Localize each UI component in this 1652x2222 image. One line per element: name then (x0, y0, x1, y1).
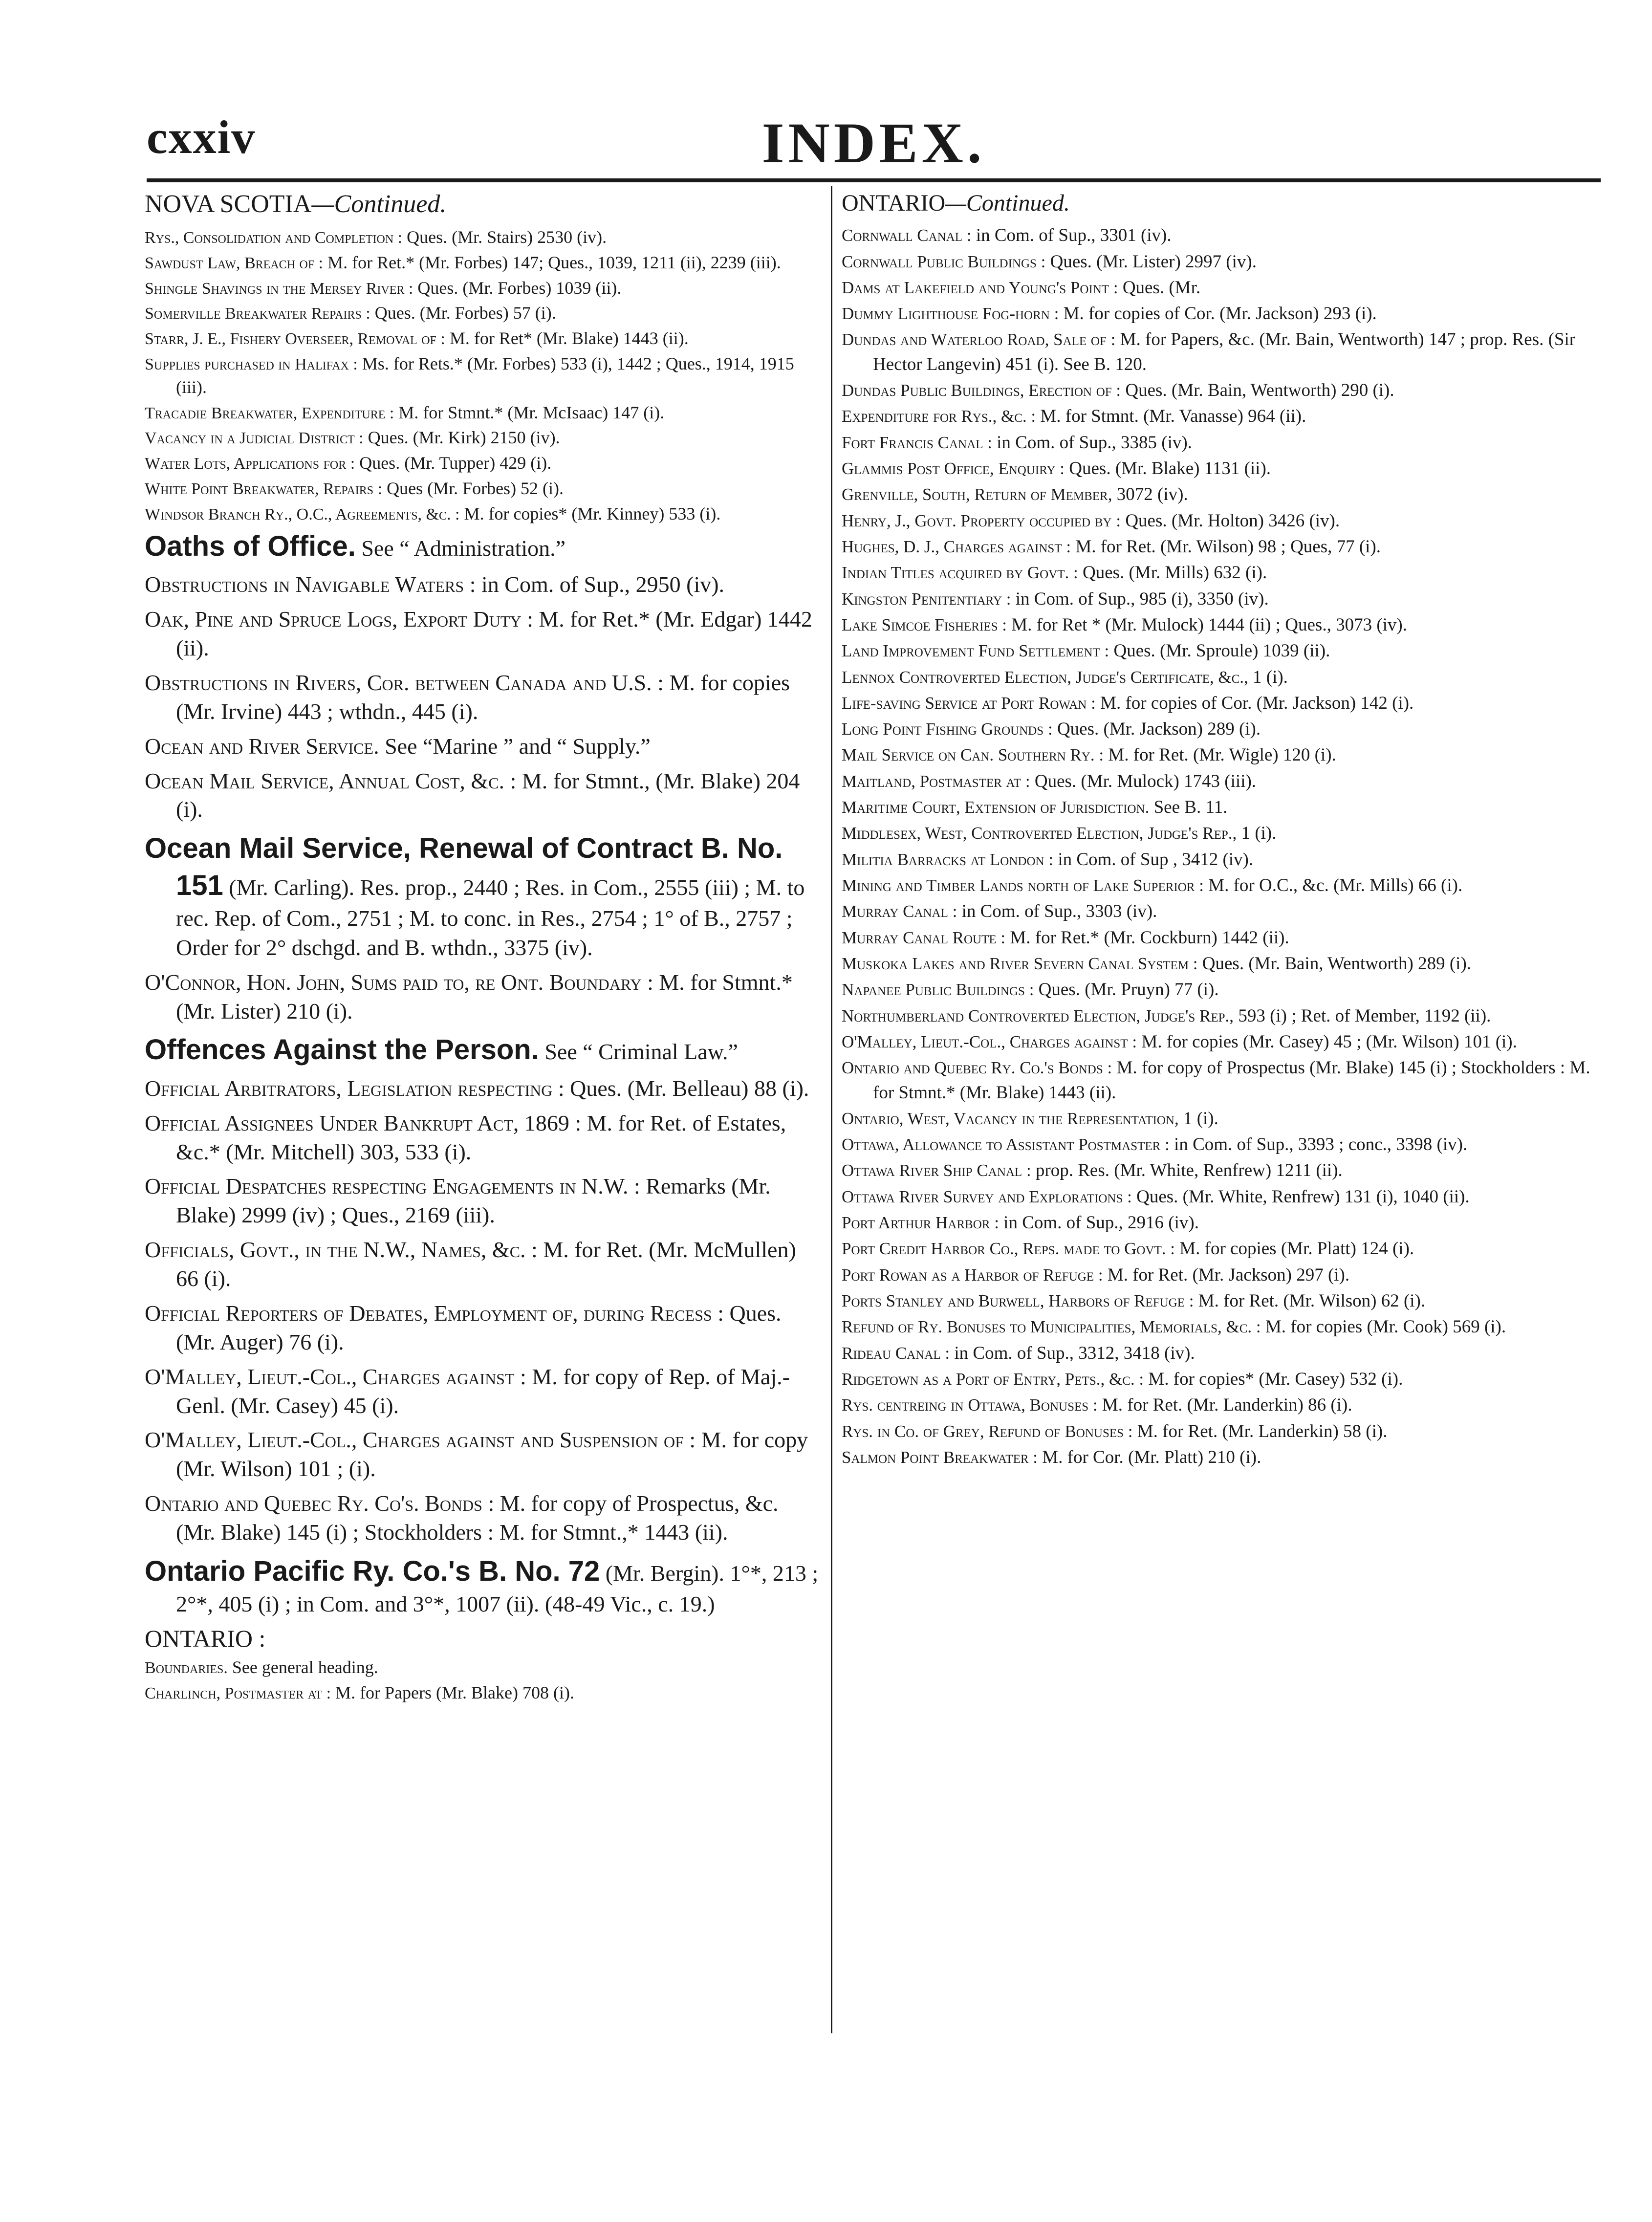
entry-reference: M. for Ret.* (Mr. Forbes) 147; Ques., 1039, 1211 (ii), 2239 (iii). (323, 252, 781, 272)
index-entry (842, 952, 1601, 976)
index-entry (842, 1263, 1601, 1287)
index-entry (145, 352, 819, 399)
entry-reference: Ques. (Mr. Pruyn) 77 (i). (1034, 980, 1219, 1000)
main-entries (145, 528, 819, 1619)
entry-reference: Ques. (Mr. Blake) 1131 (ii). (1065, 458, 1271, 479)
index-entry (842, 1393, 1601, 1417)
index-entry (145, 226, 819, 249)
entry-reference: in Com. of Sup., 2950 (iv). (476, 572, 725, 597)
entry-term: Shingle Shavings in the Mersey River : (145, 279, 413, 298)
entry-term: Maritime Court, Extension of Jurisdiction. (842, 798, 1150, 817)
entry-reference: Ques. (Mr. Bain, Wentworth) 290 (i). (1121, 380, 1394, 401)
entry-term: Henry, J., Govt. Property occupied by : (842, 511, 1121, 530)
index-entry (842, 1158, 1601, 1183)
entry-reference: M. for copies (Mr. Cook) 569 (i). (1261, 1317, 1506, 1337)
entry-term: Ridgetown as a Port of Entry, Pets., &c. : (842, 1369, 1144, 1389)
index-entry (145, 570, 819, 599)
index-entry (842, 378, 1601, 403)
index-entry (145, 1363, 819, 1420)
entry-reference: prop. Res. (Mr. White, Renfrew) 1211 (ii). (1031, 1160, 1343, 1181)
index-entry (842, 717, 1601, 741)
index-entry (145, 1172, 819, 1230)
index-entry (842, 1237, 1601, 1261)
entry-term: Ocean and River Service. (145, 733, 379, 759)
entry-reference: M. for copies (Mr. Platt) 124 (i). (1175, 1239, 1414, 1259)
index-entry (145, 1236, 819, 1293)
entry-term: Salmon Point Breakwater : (842, 1447, 1038, 1467)
page-number: cxxiv (147, 111, 256, 163)
entry-reference: Ques. (Mr. Bain, Wentworth) 289 (i). (1197, 953, 1472, 974)
index-entry (145, 1681, 819, 1705)
section-heading-nova-scotia: NOVA SCOTIA—Continued. (145, 190, 447, 218)
entry-reference: Remarks (Mr. Blake) 2999 (iv) ; Ques., 2169 (iii). (176, 1174, 771, 1228)
entry-term: Dundas Public Buildings, Erection of : (842, 381, 1121, 400)
entry-reference: M. for Ret.* (Mr. Cockburn) 1442 (ii). (1005, 927, 1289, 948)
entry-reference: in Com. of Sup., 3303 (iv). (957, 901, 1157, 922)
entry-reference: Ques. (Mr. Mulock) 1743 (iii). (1030, 771, 1257, 791)
index-entry (842, 457, 1601, 481)
entry-term: Refund of Ry. Bonuses to Municipalities, Memorials, &c. : (842, 1317, 1261, 1337)
index-entry (145, 1553, 819, 1619)
entry-term: Rys. in Co. of Grey, Refund of Bonuses : (842, 1421, 1133, 1441)
entry-reference: 1 (i). (1248, 667, 1288, 687)
entry-term: Lennox Controverted Election, Judge's Certificate, &c., (842, 667, 1248, 687)
entry-term: Lake Simcoe Fisheries : (842, 615, 1007, 634)
index-entry (842, 404, 1601, 429)
entry-term: Rideau Canal : (842, 1343, 950, 1363)
entry-term: Obstructions in Rivers, Cor. between Canada and U.S. : (145, 670, 664, 695)
index-entry (842, 431, 1601, 455)
entry-term: Mail Service on Can. Southern Ry. : (842, 745, 1104, 765)
entry-reference: M. for Ret. (Mr. Wilson) 62 (i). (1194, 1291, 1426, 1311)
page-header (147, 110, 1601, 178)
entry-term: O'Connor, Hon. John, Sums paid to, re Ont. Boundary : (145, 969, 653, 995)
entry-term: Ontario and Quebec Ry. Co's. Bonds : (145, 1491, 495, 1516)
entry-reference: 1 (i). (1178, 1108, 1218, 1129)
entry-term: Official Despatches respecting Engagements in N.W. : (145, 1174, 640, 1199)
entry-reference: Ques. (Mr. Auger) 76 (i). (176, 1300, 782, 1354)
index-entry (842, 327, 1601, 377)
index-entry (842, 1419, 1601, 1444)
index-entry (842, 926, 1601, 950)
entry-reference: M. for Stmnt. (Mr. Vanasse) 964 (ii). (1036, 406, 1306, 427)
entry-term: Grenville, South, Return of Member, (842, 485, 1112, 504)
index-entry (842, 223, 1601, 248)
entry-reference: M. for Ret. of Estates, &c.* (Mr. Mitchell) 303, 533 (i). (176, 1110, 786, 1164)
entry-reference: in Com. of Sup., 3312, 3418 (iv). (950, 1343, 1195, 1363)
entry-reference: 3072 (iv). (1112, 484, 1188, 505)
entry-reference: in Com. of Sup., 2916 (iv). (999, 1213, 1199, 1233)
entry-term: Sawdust Law, Breach of : (145, 254, 324, 272)
index-entry (145, 327, 819, 350)
entry-reference: See general heading. (227, 1657, 378, 1677)
entry-term: Rys., Consolidation and Completion : (145, 228, 403, 247)
entry-reference: M. for copy (Mr. Wilson) 101 ; (i). (176, 1427, 808, 1481)
index-entry (145, 302, 819, 325)
entry-term: Official Arbitrators, Legislation respecting : (145, 1075, 565, 1101)
entry-reference: M. for Ret. (Mr. Landerkin) 86 (i). (1097, 1395, 1352, 1416)
index-entry (842, 1341, 1601, 1366)
index-entry (145, 830, 819, 962)
entry-reference: (Mr. Bergin). 1°*, 213 ; 2°*, 405 (i) ; in Com. and 3°*, 1007 (ii). (48-49 Vic., c. 19.) (176, 1560, 819, 1617)
entry-term: Murray Canal : (842, 902, 957, 921)
index-entry (145, 732, 819, 761)
entry-term: Windsor Branch Ry., O.C., Agreements, &c. : (145, 505, 460, 524)
entry-reference: (Mr. Carling). Res. prop., 2440 ; Res. in Com., 2555 (iii) ; M. to rec. Rep. of Com., 2751 ; M. to conc. in Res., 2754 ; 1° of B., 2757 ; Order for 2° dschgd. and B. wthdn., 3375 (iv). (176, 874, 805, 960)
entry-term: Rys. centreing in Ottawa, Bonuses : (842, 1395, 1098, 1415)
index-entry (842, 1445, 1601, 1470)
index-entry (145, 401, 819, 425)
ontario-entries (145, 1656, 819, 1705)
entry-reference: M. for copy of Rep. of Maj.-Genl. (Mr. Casey) 45 (i). (176, 1364, 790, 1418)
section-heading-ontario: ONTARIO : (145, 1625, 266, 1653)
entry-reference: M. for copies of Cor. (Mr. Jackson) 142 (i). (1095, 693, 1414, 713)
entry-reference: M. for copies* (Mr. Casey) 532 (i). (1144, 1369, 1403, 1389)
index-entry (842, 561, 1601, 585)
index-entry (842, 848, 1601, 872)
ontario-continued-entries (842, 223, 1601, 1470)
entry-term: Tracadie Breakwater, Expenditure : (145, 404, 394, 422)
entry-reference: M. for copies (Mr. Casey) 45 ; (Mr. Wilson) 101 (i). (1137, 1031, 1517, 1052)
index-entry (842, 665, 1601, 690)
entry-term: Oaths of Office. (145, 530, 356, 562)
index-entry (842, 482, 1601, 507)
index-entry (145, 605, 819, 663)
index-entry (842, 1185, 1601, 1209)
entry-term: Land Improvement Fund Settlement : (842, 641, 1109, 661)
index-entry (842, 1030, 1601, 1054)
entry-term: Dummy Lighthouse Fog-horn : (842, 304, 1059, 324)
index-entry (145, 669, 819, 726)
index-entry (842, 769, 1601, 794)
index-entry (145, 277, 819, 300)
index-entry (145, 767, 819, 825)
entry-term: Obstructions in Navigable Waters : (145, 572, 476, 597)
entry-reference: Ques. (Mr. Mills) 632 (i). (1078, 563, 1267, 583)
entry-reference: M. for Ret. (Mr. Landerkin) 58 (i). (1132, 1421, 1388, 1441)
right-column (842, 190, 1601, 1471)
index-entry (842, 873, 1601, 898)
entry-term: Offences Against the Person. (145, 1034, 539, 1066)
nova-scotia-entries (145, 226, 819, 526)
left-column (145, 190, 819, 1706)
entry-reference: Ques. (Mr. Jackson) 289 (i). (1052, 719, 1261, 740)
index-entry (145, 502, 819, 526)
entry-reference: 1 (i). (1237, 823, 1277, 844)
entry-reference: in Com. of Sup., 3385 (iv). (992, 432, 1192, 453)
entry-reference: in Com. of Sup., 985 (i), 3350 (iv). (1011, 588, 1269, 609)
entry-reference: in Com. of Sup , 3412 (iv). (1053, 849, 1254, 870)
entry-term: White Point Breakwater, Repairs : (145, 480, 383, 499)
index-entry (145, 968, 819, 1026)
entry-reference: Ques. (Mr. (1118, 277, 1201, 298)
entry-term: Oak, Pine and Spruce Logs, Export Duty : (145, 607, 533, 632)
entry-reference: M. for Papers, &c. (Mr. Bain, Wentworth) 147 ; prop. Res. (Sir Hector Langevin) 451 (i). See B. 120. (873, 329, 1576, 374)
entry-reference: M. for copies (Mr. Irvine) 443 ; wthdn., 445 (i). (176, 670, 790, 724)
index-entry (145, 1656, 819, 1679)
entry-term: Charlinch, Postmaster at : (145, 1684, 331, 1702)
index-entry (145, 1426, 819, 1483)
entry-term: Port Arthur Harbor : (842, 1213, 999, 1233)
entry-reference: Ques. (Mr. Sproule) 1039 (ii). (1109, 641, 1330, 661)
index-entry (842, 1315, 1601, 1339)
entry-term: Dams at Lakefield and Young's Point : (842, 278, 1118, 297)
entry-reference: See “ Administration.” (355, 535, 566, 561)
entry-term: Life-saving Service at Port Rowan : (842, 693, 1096, 713)
index-entry (842, 509, 1601, 533)
entry-reference: Ques. (Mr. Kirk) 2150 (iv). (363, 428, 560, 448)
entry-term: Hughes, D. J., Charges against : (842, 537, 1071, 556)
index-entry (842, 743, 1601, 767)
entry-reference: M. for O.C., &c. (Mr. Mills) 66 (i). (1203, 875, 1463, 895)
index-entry (145, 452, 819, 475)
entry-term: Expenditure for Rys., &c. : (842, 407, 1036, 426)
entry-term: Supplies purchased in Halifax : (145, 355, 358, 374)
index-entry (145, 426, 819, 450)
entry-term: Long Point Fishing Grounds : (842, 719, 1053, 739)
entry-term: Mining and Timber Lands north of Lake Superior : (842, 876, 1204, 895)
entry-reference: See “ Criminal Law.” (539, 1039, 738, 1065)
entry-term: Starr, J. E., Fishery Overseer, Removal of : (145, 330, 445, 349)
entry-term: Ontario and Quebec Ry. Co.'s Bonds : (842, 1058, 1112, 1078)
entry-term: Cornwall Public Buildings : (842, 252, 1046, 271)
entry-term: Fort Francis Canal : (842, 433, 992, 452)
entry-term: O'Malley, Lieut.-Col., Charges against : (145, 1364, 526, 1389)
index-entry (842, 535, 1601, 559)
entry-reference: M. for Cor. (Mr. Platt) 210 (i). (1038, 1447, 1261, 1467)
entry-term: Water Lots, Applications for : (145, 455, 355, 473)
column-divider (831, 186, 832, 2033)
entry-term: Dundas and Waterloo Road, Sale of : (842, 330, 1116, 349)
entry-reference: M. for Ret. (Mr. Wigle) 120 (i). (1104, 745, 1336, 765)
index-entry (842, 587, 1601, 611)
index-entry (842, 639, 1601, 663)
entry-term: Ottawa River Survey and Explorations : (842, 1187, 1132, 1206)
entry-term: Glammis Post Office, Enquiry : (842, 459, 1065, 478)
entry-term: Officials, Govt., in the N.W., Names, &c. : (145, 1237, 538, 1263)
entry-reference: M. for Stmnt.* (Mr. Lister) 210 (i). (176, 969, 793, 1024)
entry-reference: M. for Ret. (Mr. McMullen) 66 (i). (176, 1237, 796, 1291)
entry-term: Ottawa, Allowance to Assistant Postmaster : (842, 1135, 1170, 1155)
entry-reference: M. for Ret * (Mr. Mulock) 1444 (ii) ; Ques., 3073 (iv). (1006, 614, 1407, 635)
index-entry (842, 899, 1601, 924)
entry-term: Official Reporters of Debates, Employment of, during Recess : (145, 1300, 724, 1326)
entry-reference: Ques. (Mr. White, Renfrew) 131 (i), 1040 (ii). (1131, 1186, 1470, 1207)
entry-term: Boundaries. (145, 1658, 228, 1677)
section-heading-ontario-continued: ONTARIO—Continued. (842, 190, 1070, 216)
entry-term: Ottawa River Ship Canal : (842, 1161, 1031, 1180)
entry-reference: M. for Stmnt.* (Mr. McIsaac) 147 (i). (394, 402, 665, 422)
index-entry (145, 477, 819, 501)
entry-reference: in Com. of Sup., 3301 (iv). (971, 225, 1172, 246)
index-entry (145, 1109, 819, 1167)
entry-term: Somerville Breakwater Repairs : (145, 305, 370, 323)
index-entry (145, 251, 819, 275)
entry-reference: M. for Ret.* (Mr. Edgar) 1442 (ii). (176, 607, 812, 661)
entry-reference: Ques. (Mr. Lister) 2997 (iv). (1045, 251, 1257, 272)
index-entry (842, 1211, 1601, 1235)
index-entry (145, 1031, 819, 1068)
index-entry (145, 1299, 819, 1357)
entry-term: Maitland, Postmaster at : (842, 771, 1030, 791)
index-entry (842, 795, 1601, 820)
entry-reference: Ms. for Rets.* (Mr. Forbes) 533 (i), 1442 ; Ques., 1914, 1915 (iii). (176, 354, 794, 397)
entry-term: O'Malley, Lieut.-Col., Charges against and Suspension of : (145, 1427, 696, 1453)
index-entry (145, 528, 819, 565)
index-entry (842, 821, 1601, 846)
index-entry (842, 276, 1601, 300)
entry-term: Muskoka Lakes and River Severn Canal System : (842, 954, 1198, 973)
entry-reference: Ques (Mr. Forbes) 52 (i). (382, 479, 564, 499)
index-entry (145, 1074, 819, 1103)
entry-term: Ports Stanley and Burwell, Harbors of Refuge : (842, 1291, 1194, 1310)
index-entry (842, 1367, 1601, 1392)
entry-term: Murray Canal Route : (842, 928, 1006, 947)
index-entry (842, 302, 1601, 326)
entry-term: Kingston Penitentiary : (842, 589, 1011, 609)
entry-reference: Ques. (Mr. Forbes) 1039 (ii). (413, 278, 622, 298)
entry-term: Ocean Mail Service, Annual Cost, &c. : (145, 768, 517, 793)
entry-reference: Ques. (Mr. Tupper) 429 (i). (355, 453, 552, 473)
entry-term: Port Rowan as a Harbor of Refuge : (842, 1265, 1103, 1285)
entry-reference: See “Marine ” and “ Supply.” (379, 733, 651, 759)
index-entry (842, 1107, 1601, 1131)
index-entry (842, 978, 1601, 1002)
index-entry (842, 1056, 1601, 1105)
entry-term: Northumberland Controverted Election, Judge's Rep., (842, 1006, 1234, 1025)
entry-reference: M. for Ret. (Mr. Jackson) 297 (i). (1103, 1264, 1350, 1285)
entry-term: Official Assignees Under Bankrupt Act, 1869 : (145, 1110, 582, 1135)
index-entry (145, 1489, 819, 1547)
entry-reference: Ques. (Mr. Belleau) 88 (i). (564, 1075, 809, 1101)
entry-reference: M. for Stmnt., (Mr. Blake) 204 (i). (176, 768, 800, 822)
entry-reference: M. for Papers (Mr. Blake) 708 (i). (331, 1682, 574, 1702)
entry-reference: 593 (i) ; Ret. of Member, 1192 (ii). (1234, 1005, 1491, 1026)
entry-term: Ontario, West, Vacancy in the Representation, (842, 1109, 1179, 1128)
entry-term: Vacancy in a Judicial District : (145, 429, 364, 448)
entry-reference: Ques. (Mr. Holton) 3426 (iv). (1121, 510, 1340, 531)
entry-reference: M. for Ret. (Mr. Wilson) 98 ; Ques, 77 (i). (1071, 536, 1381, 557)
entry-reference: M. for copies of Cor. (Mr. Jackson) 293 (i). (1059, 304, 1377, 324)
entry-reference: Ques. (Mr. Stairs) 2530 (iv). (402, 227, 607, 247)
entry-reference: Ques. (Mr. Forbes) 57 (i). (370, 303, 556, 323)
entry-term: Ocean Mail Service, Renewal of Contract B. No. 151 (145, 832, 783, 901)
entry-term: Militia Barracks at London : (842, 850, 1054, 869)
index-entry (842, 613, 1601, 637)
page-title: INDEX. (761, 111, 986, 175)
entry-reference: M. for copy of Prospectus (Mr. Blake) 145 (i) ; Stockholders : M. for Stmnt.* (Mr. Blake) 1443 (ii). (873, 1058, 1590, 1103)
entry-reference: See B. 11. (1149, 797, 1228, 818)
index-entry (842, 250, 1601, 274)
header-rule (147, 178, 1601, 182)
index-entry (842, 1133, 1601, 1157)
entry-reference: M. for copy of Prospectus, &c. (Mr. Blake) 145 (i) ; Stockholders : M. for Stmnt.,* 1443 (ii). (176, 1491, 779, 1545)
entry-term: Middlesex, West, Controverted Election, Judge's Rep., (842, 824, 1237, 843)
entry-reference: M. for Ret* (Mr. Blake) 1443 (ii). (445, 328, 689, 349)
entry-term: Cornwall Canal : (842, 226, 972, 245)
entry-term: O'Malley, Lieut.-Col., Charges against : (842, 1032, 1137, 1051)
entry-term: Indian Titles acquired by Govt. : (842, 563, 1078, 583)
entry-term: Napanee Public Buildings : (842, 980, 1034, 1000)
entry-term: Ontario Pacific Ry. Co.'s B. No. 72 (145, 1555, 600, 1587)
index-entry (842, 1004, 1601, 1028)
entry-reference: in Com. of Sup., 3393 ; conc., 3398 (iv). (1169, 1134, 1468, 1155)
index-entry (842, 1289, 1601, 1313)
entry-reference: M. for copies* (Mr. Kinney) 533 (i). (459, 504, 721, 524)
entry-term: Port Credit Harbor Co., Reps. made to Govt. : (842, 1239, 1175, 1259)
index-entry (842, 691, 1601, 716)
